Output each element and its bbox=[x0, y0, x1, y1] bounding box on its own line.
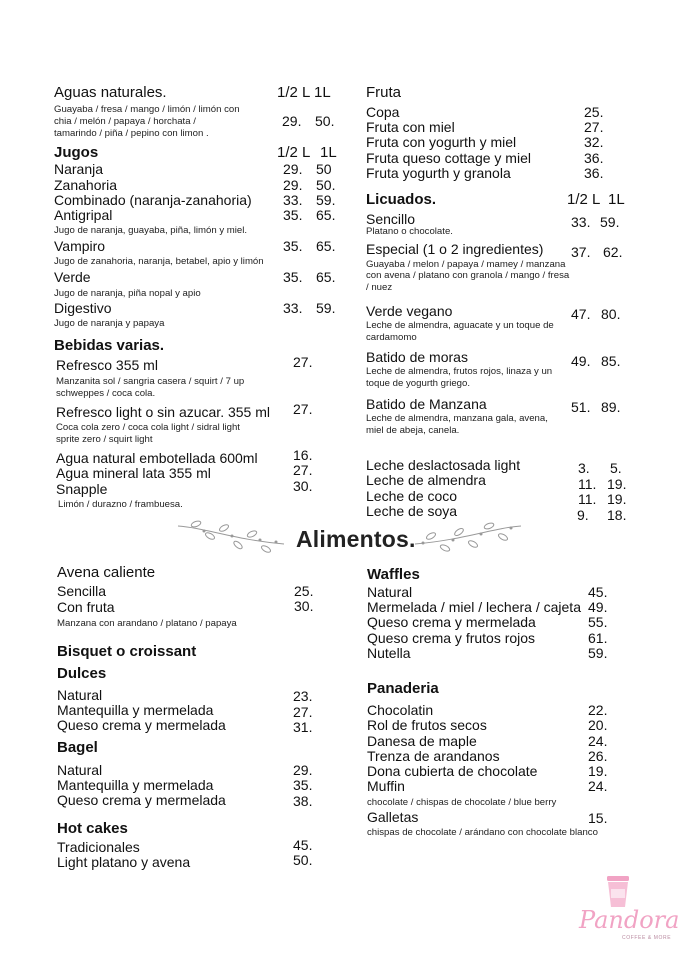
price: 25. bbox=[294, 583, 314, 599]
item-desc: Limón / durazno / frambuesa. bbox=[58, 499, 183, 510]
section-title-alimentos: Alimentos. bbox=[296, 526, 416, 552]
price-half: 33. bbox=[571, 214, 591, 230]
section-title-avena: Avena caliente bbox=[57, 564, 156, 581]
menu-item: Dona cubierta de chocolate bbox=[367, 763, 538, 779]
price-liter: 19. bbox=[607, 476, 627, 492]
price: 32. bbox=[584, 134, 604, 150]
price: 25. bbox=[584, 104, 604, 120]
price: 24. bbox=[588, 733, 608, 749]
section-title-panaderia: Panaderia bbox=[367, 680, 439, 697]
menu-item: Nutella bbox=[367, 645, 411, 661]
section-title-bebidas: Bebidas varias. bbox=[54, 337, 165, 354]
menu-item: Trenza de arandanos bbox=[367, 748, 500, 764]
col-header-half: 1/2 L bbox=[277, 144, 311, 161]
price: 16. bbox=[293, 447, 313, 463]
menu-item: Light platano y avena bbox=[57, 854, 191, 870]
price-liter: 18. bbox=[607, 507, 627, 523]
price-half: 33. bbox=[283, 300, 303, 316]
item-desc: Jugo de zanahoria, naranja, betabel, apio y limón bbox=[54, 256, 264, 267]
price: 45. bbox=[293, 837, 313, 853]
price-half: 29. bbox=[283, 161, 303, 177]
section-title-jugos: Jugos bbox=[54, 144, 99, 161]
price: 36. bbox=[584, 165, 604, 181]
item-desc: chocolate / chispas de chocolate / blue berry bbox=[367, 797, 557, 808]
menu-item: Naranja bbox=[54, 161, 104, 177]
brand-logo: Pandora bbox=[579, 906, 679, 934]
floral-ornament-right-icon bbox=[413, 518, 523, 556]
price-liter: 50. bbox=[316, 177, 336, 193]
menu-item: Leche de soya bbox=[366, 503, 458, 519]
menu-item: Refresco 355 ml bbox=[56, 357, 158, 373]
item-desc: Manzana con arandano / platano / papaya bbox=[57, 618, 237, 629]
price: 59. bbox=[588, 645, 608, 661]
menu-item: Mantequilla y mermelada bbox=[57, 702, 214, 718]
section-title-licuados: Licuados. bbox=[366, 191, 437, 208]
menu-item: Leche de coco bbox=[366, 488, 458, 504]
item-desc: Platano o chocolate. bbox=[366, 226, 453, 237]
section-title-bisquet: Bisquet o croissant bbox=[57, 643, 197, 660]
menu-item: Sencillo bbox=[366, 211, 416, 227]
price: 50. bbox=[293, 852, 313, 868]
price: 38. bbox=[293, 793, 313, 809]
brand-tagline: COFFEE & MORE bbox=[622, 935, 672, 941]
price-half: 11. bbox=[578, 476, 597, 492]
menu-item: Combinado (naranja-zanahoria) bbox=[54, 192, 252, 208]
menu-item: Especial (1 o 2 ingredientes) bbox=[366, 241, 544, 257]
price: 20. bbox=[588, 717, 608, 733]
menu-item: Danesa de maple bbox=[367, 733, 477, 749]
item-desc: toque de yogurth griego. bbox=[366, 378, 471, 389]
section-title-fruta: Fruta bbox=[366, 84, 402, 101]
floral-ornament-left-icon bbox=[176, 518, 286, 556]
item-desc: cardamomo bbox=[366, 332, 417, 343]
col-header-half: 1/2 L bbox=[567, 191, 601, 208]
item-desc: Jugo de naranja, piña nopal y apio bbox=[54, 288, 201, 299]
col-header-liter: 1L bbox=[314, 84, 331, 101]
menu-item: Verde bbox=[54, 269, 91, 285]
price-liter: 85. bbox=[601, 353, 621, 369]
menu-item: Fruta yogurth y granola bbox=[366, 165, 511, 181]
price-liter: 19. bbox=[607, 491, 627, 507]
menu-item: Fruta con miel bbox=[366, 119, 455, 135]
price: 27. bbox=[293, 462, 313, 478]
item-desc: chia / melón / papaya / horchata / bbox=[54, 116, 196, 127]
menu-item: Natural bbox=[57, 687, 103, 703]
price: 24. bbox=[588, 778, 608, 794]
menu-item: Refresco light o sin azucar. 355 ml bbox=[56, 404, 270, 420]
menu-item: Rol de frutos secos bbox=[367, 717, 487, 733]
menu-item: Mermelada / miel / lechera / cajeta bbox=[367, 599, 581, 615]
price-half: 49. bbox=[571, 353, 591, 369]
price-liter: 50. bbox=[315, 113, 335, 129]
price-liter: 59. bbox=[316, 192, 336, 208]
item-desc: Leche de almendra, manzana gala, avena, bbox=[366, 413, 548, 424]
section-title-waffles: Waffles bbox=[367, 566, 420, 583]
subsection-title-bagel: Bagel bbox=[57, 739, 98, 756]
price-liter: 5. bbox=[610, 460, 622, 476]
price-half: 35. bbox=[283, 238, 303, 254]
item-desc: Jugo de naranja y papaya bbox=[54, 318, 165, 329]
menu-item: Agua mineral lata 355 ml bbox=[56, 465, 211, 481]
price: 27. bbox=[293, 354, 313, 370]
menu-item: Leche de almendra bbox=[366, 472, 486, 488]
price: 29. bbox=[293, 762, 313, 778]
menu-item: Queso crema y mermelada bbox=[57, 792, 226, 808]
price-half: 9. bbox=[577, 507, 589, 523]
menu-item: Natural bbox=[367, 584, 413, 600]
price: 55. bbox=[588, 614, 608, 630]
price-liter: 89. bbox=[601, 399, 621, 415]
price-liter: 50 bbox=[316, 161, 332, 177]
price-liter: 59. bbox=[600, 214, 620, 230]
cup-icon bbox=[603, 874, 633, 910]
price: 30. bbox=[294, 598, 314, 614]
price: 27. bbox=[293, 401, 313, 417]
item-desc: Jugo de naranja, guayaba, piña, limón y miel. bbox=[54, 225, 248, 236]
item-desc: tamarindo / piña / pepino con limon . bbox=[54, 128, 209, 139]
price-liter: 65. bbox=[316, 207, 336, 223]
price-half: 37. bbox=[571, 244, 591, 260]
col-header-liter: 1L bbox=[608, 191, 625, 208]
price-liter: 65. bbox=[316, 238, 336, 254]
col-header-half: 1/2 L bbox=[277, 84, 311, 101]
menu-item: Batido de Manzana bbox=[366, 396, 487, 412]
menu-item: Fruta queso cottage y miel bbox=[366, 150, 531, 166]
menu-item: Queso crema y mermelada bbox=[367, 614, 536, 630]
item-desc: sprite zero / squirt light bbox=[56, 434, 153, 445]
price: 45. bbox=[588, 584, 608, 600]
section-title-aguas: Aguas naturales. bbox=[54, 84, 167, 101]
price-half: 11. bbox=[578, 491, 597, 507]
item-desc: Leche de almendra, frutos rojos, linaza y un bbox=[366, 366, 553, 377]
menu-item: Con fruta bbox=[57, 599, 115, 615]
price: 27. bbox=[293, 704, 313, 720]
item-desc: Manzanita sol / sangria casera / squirt / 7 up bbox=[56, 376, 245, 387]
price-half: 3. bbox=[578, 460, 590, 476]
price: 61. bbox=[588, 630, 608, 646]
menu-item: Fruta con yogurth y miel bbox=[366, 134, 517, 150]
price-liter: 59. bbox=[316, 300, 336, 316]
item-desc: miel de abeja, canela. bbox=[366, 425, 460, 436]
price-liter: 80. bbox=[601, 306, 621, 322]
menu-item: Galletas bbox=[367, 809, 419, 825]
price-liter: 65. bbox=[316, 269, 336, 285]
price: 49. bbox=[588, 599, 608, 615]
item-desc: Guayaba / melon / papaya / mamey / manzana bbox=[366, 259, 566, 270]
price: 36. bbox=[584, 150, 604, 166]
subsection-title-dulces: Dulces bbox=[57, 665, 107, 682]
section-title-hotcakes: Hot cakes bbox=[57, 820, 128, 837]
price: 35. bbox=[293, 777, 313, 793]
menu-item: Verde vegano bbox=[366, 303, 453, 319]
price: 27. bbox=[584, 119, 604, 135]
price-half: 47. bbox=[571, 306, 591, 322]
item-desc: / nuez bbox=[366, 282, 393, 293]
price-half: 35. bbox=[283, 207, 303, 223]
price: 15. bbox=[588, 810, 608, 826]
price-half: 35. bbox=[283, 269, 303, 285]
menu-item: Vampiro bbox=[54, 238, 106, 254]
price: 30. bbox=[293, 478, 313, 494]
menu-item: Snapple bbox=[56, 481, 108, 497]
menu-item: Leche deslactosada light bbox=[366, 457, 521, 473]
item-desc: schweppes / coca cola. bbox=[56, 388, 156, 399]
menu-item: Muffin bbox=[367, 778, 405, 794]
price-half: 29. bbox=[282, 113, 302, 129]
menu-item: Natural bbox=[57, 762, 103, 778]
price-half: 33. bbox=[283, 192, 303, 208]
price-liter: 62. bbox=[603, 244, 623, 260]
menu-item: Queso crema y frutos rojos bbox=[367, 630, 536, 646]
menu-item: Batido de moras bbox=[366, 349, 468, 365]
menu-item: Queso crema y mermelada bbox=[57, 717, 226, 733]
menu-item: Tradicionales bbox=[57, 839, 140, 855]
price: 31. bbox=[293, 719, 313, 735]
item-desc: con avena / platano con granola / mango / fresa bbox=[366, 270, 570, 281]
item-desc: Guayaba / fresa / mango / limón / limón con bbox=[54, 104, 240, 115]
menu-item: Digestivo bbox=[54, 300, 112, 316]
menu-item: Copa bbox=[366, 104, 400, 120]
item-desc: chispas de chocolate / arándano con chocolate blanco bbox=[367, 827, 598, 838]
menu-item: Sencilla bbox=[57, 583, 107, 599]
menu-item: Zanahoria bbox=[54, 177, 118, 193]
menu-item: Mantequilla y mermelada bbox=[57, 777, 214, 793]
menu-item: Agua natural embotellada 600ml bbox=[56, 450, 258, 466]
price: 19. bbox=[588, 763, 608, 779]
item-desc: Leche de almendra, aguacate y un toque de bbox=[366, 320, 554, 331]
price-half: 51. bbox=[571, 399, 591, 415]
price: 23. bbox=[293, 688, 313, 704]
price: 22. bbox=[588, 702, 608, 718]
menu-item: Antigripal bbox=[54, 207, 113, 223]
menu-item: Chocolatin bbox=[367, 702, 434, 718]
col-header-liter: 1L bbox=[320, 144, 337, 161]
price: 26. bbox=[588, 748, 608, 764]
item-desc: Coca cola zero / coca cola light / sidral light bbox=[56, 422, 240, 433]
price-half: 29. bbox=[283, 177, 303, 193]
